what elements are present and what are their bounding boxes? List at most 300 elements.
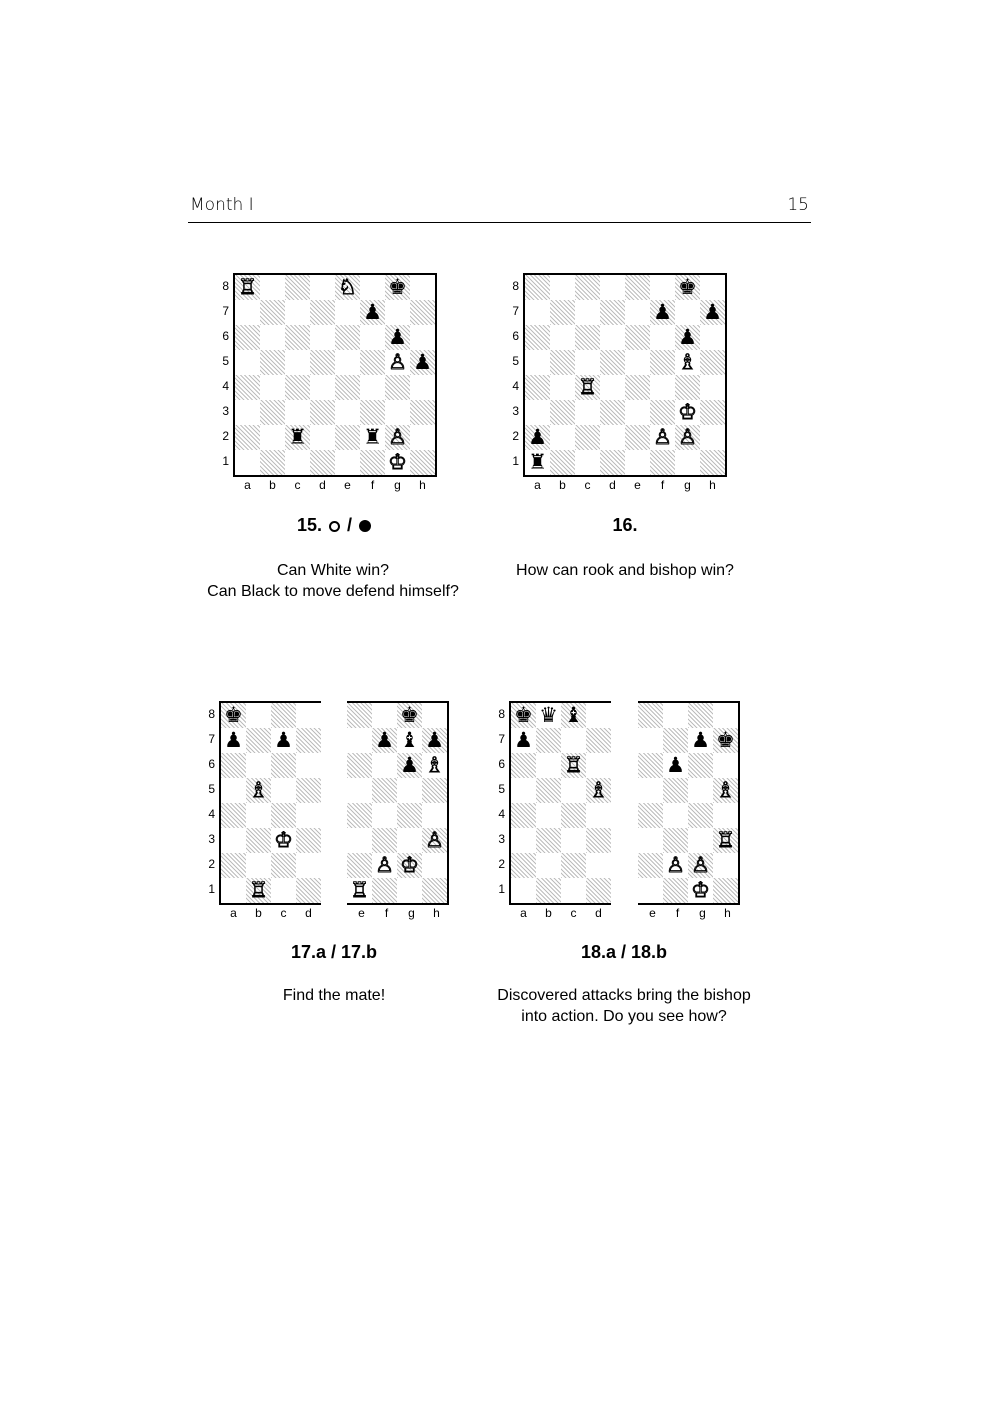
square-f8 xyxy=(650,275,675,300)
square-a4 xyxy=(221,803,246,828)
square-f3 xyxy=(663,828,688,853)
square-f5 xyxy=(663,778,688,803)
piece-bp-f7: ♟ xyxy=(363,300,382,324)
square-h7 xyxy=(422,728,447,753)
caption-18-line1: Discovered attacks bring the bishop xyxy=(497,987,751,1004)
square-a7 xyxy=(235,300,260,325)
square-c6 xyxy=(285,325,310,350)
square-f1 xyxy=(663,878,688,903)
square-f1 xyxy=(372,878,397,903)
square-h1 xyxy=(422,878,447,903)
square-c6 xyxy=(561,753,586,778)
square-a8 xyxy=(511,703,536,728)
rank-label: 5 xyxy=(512,354,519,368)
file-label: d xyxy=(305,906,312,920)
square-g3 xyxy=(675,400,700,425)
square-h1 xyxy=(713,878,738,903)
square-e5 xyxy=(347,778,372,803)
rank-label: 1 xyxy=(222,454,229,468)
square-a6 xyxy=(221,753,246,778)
piece-bp-a7: ♟ xyxy=(224,728,243,752)
square-d8 xyxy=(600,275,625,300)
piece-bb-c8: ♝ xyxy=(564,703,583,727)
square-c6 xyxy=(271,753,296,778)
square-g5 xyxy=(397,778,422,803)
file-label: e xyxy=(344,478,351,492)
square-g8 xyxy=(675,275,700,300)
square-d1 xyxy=(600,450,625,475)
square-b5 xyxy=(536,778,561,803)
square-b8 xyxy=(260,275,285,300)
piece-wn-e8: ♘ xyxy=(338,275,357,299)
square-d3 xyxy=(296,828,321,853)
square-e4 xyxy=(335,375,360,400)
square-f2 xyxy=(663,853,688,878)
square-c1 xyxy=(575,450,600,475)
square-a2 xyxy=(511,853,536,878)
square-c1 xyxy=(285,450,310,475)
rank-label: 1 xyxy=(498,882,505,896)
rank-label: 3 xyxy=(208,832,215,846)
square-d2 xyxy=(600,425,625,450)
piece-wp-g2: ♙ xyxy=(678,425,697,449)
square-f3 xyxy=(360,400,385,425)
file-label: g xyxy=(394,478,401,492)
caption-15-line1: Can White win? xyxy=(276,562,390,579)
square-d2 xyxy=(586,853,611,878)
piece-wb-h6: ♗ xyxy=(425,753,444,777)
file-label: g xyxy=(684,478,691,492)
chess-board xyxy=(638,701,740,905)
square-b1 xyxy=(536,878,561,903)
square-h3 xyxy=(410,400,435,425)
square-h1 xyxy=(700,450,725,475)
file-label: a xyxy=(534,478,541,492)
file-label: f xyxy=(660,478,665,492)
square-d6 xyxy=(600,325,625,350)
piece-bk-g8: ♚ xyxy=(678,275,697,299)
square-f4 xyxy=(360,375,385,400)
square-a3 xyxy=(511,828,536,853)
square-f7 xyxy=(650,300,675,325)
square-c1 xyxy=(561,878,586,903)
square-e3 xyxy=(625,400,650,425)
square-g2 xyxy=(688,853,713,878)
square-b5 xyxy=(246,778,271,803)
square-h1 xyxy=(410,450,435,475)
square-a8 xyxy=(525,275,550,300)
square-b4 xyxy=(550,375,575,400)
square-d5 xyxy=(600,350,625,375)
square-d8 xyxy=(586,703,611,728)
file-label: e xyxy=(649,906,656,920)
square-b3 xyxy=(246,828,271,853)
piece-bp-f6: ♟ xyxy=(666,753,685,777)
page-header xyxy=(188,195,811,223)
square-a7 xyxy=(525,300,550,325)
problem-number-16: 16. xyxy=(612,515,638,535)
piece-wk-c3: ♔ xyxy=(274,828,293,852)
white-to-move-icon xyxy=(329,521,340,532)
square-g7 xyxy=(385,300,410,325)
square-g2 xyxy=(385,425,410,450)
rank-label: 2 xyxy=(498,857,505,871)
piece-bp-a7: ♟ xyxy=(514,728,533,752)
square-e4 xyxy=(347,803,372,828)
file-label: c xyxy=(280,906,287,920)
square-h2 xyxy=(700,425,725,450)
square-a8 xyxy=(235,275,260,300)
caption-15-title xyxy=(233,515,437,536)
square-a1 xyxy=(511,878,536,903)
square-d4 xyxy=(310,375,335,400)
file-label: f xyxy=(384,906,389,920)
square-b7 xyxy=(260,300,285,325)
square-b5 xyxy=(550,350,575,375)
square-h5 xyxy=(410,350,435,375)
black-to-move-icon xyxy=(359,520,371,532)
piece-bk-g8: ♚ xyxy=(400,703,419,727)
square-f8 xyxy=(360,275,385,300)
piece-wp-f2: ♙ xyxy=(666,853,685,877)
square-d8 xyxy=(296,703,321,728)
square-c5 xyxy=(575,350,600,375)
square-g3 xyxy=(385,400,410,425)
square-h8 xyxy=(713,703,738,728)
rank-label: 4 xyxy=(222,379,229,393)
square-d4 xyxy=(600,375,625,400)
piece-bk-a8: ♚ xyxy=(514,703,533,727)
square-c7 xyxy=(575,300,600,325)
square-h4 xyxy=(422,803,447,828)
chess-board xyxy=(523,273,727,477)
file-label: d xyxy=(319,478,326,492)
rank-label: 4 xyxy=(498,807,505,821)
square-g6 xyxy=(688,753,713,778)
square-b2 xyxy=(536,853,561,878)
file-label: h xyxy=(724,906,731,920)
square-d1 xyxy=(586,878,611,903)
square-f6 xyxy=(360,325,385,350)
file-label: h xyxy=(419,478,426,492)
square-f5 xyxy=(360,350,385,375)
square-a5 xyxy=(221,778,246,803)
square-f5 xyxy=(650,350,675,375)
caption-16-line1: How can rook and bishop win? xyxy=(516,562,734,579)
file-label: a xyxy=(230,906,237,920)
caption-16-text xyxy=(480,560,770,581)
square-a5 xyxy=(525,350,550,375)
rank-label: 5 xyxy=(498,782,505,796)
square-f3 xyxy=(372,828,397,853)
rank-label: 2 xyxy=(512,429,519,443)
square-g5 xyxy=(675,350,700,375)
square-b2 xyxy=(260,425,285,450)
square-f4 xyxy=(650,375,675,400)
piece-bp-f7: ♟ xyxy=(375,728,394,752)
piece-br-a1: ♜ xyxy=(528,450,547,474)
square-g6 xyxy=(397,753,422,778)
square-c4 xyxy=(561,803,586,828)
square-a3 xyxy=(221,828,246,853)
square-f7 xyxy=(372,728,397,753)
square-d2 xyxy=(296,853,321,878)
square-d7 xyxy=(586,728,611,753)
square-h7 xyxy=(410,300,435,325)
square-h5 xyxy=(713,778,738,803)
square-a2 xyxy=(235,425,260,450)
piece-wp-g5: ♙ xyxy=(388,350,407,374)
file-label: c xyxy=(294,478,301,492)
piece-wp-h3: ♙ xyxy=(425,828,444,852)
piece-bk-h7: ♚ xyxy=(716,728,735,752)
piece-wp-g2: ♙ xyxy=(691,853,710,877)
square-e1 xyxy=(347,878,372,903)
square-f2 xyxy=(372,853,397,878)
square-c3 xyxy=(575,400,600,425)
square-a6 xyxy=(235,325,260,350)
file-label: g xyxy=(699,906,706,920)
square-e6 xyxy=(638,753,663,778)
square-b4 xyxy=(260,375,285,400)
piece-wp-f2: ♙ xyxy=(653,425,672,449)
square-g1 xyxy=(385,450,410,475)
square-b4 xyxy=(246,803,271,828)
rank-label: 8 xyxy=(498,707,505,721)
square-g4 xyxy=(675,375,700,400)
file-label: e xyxy=(634,478,641,492)
square-g4 xyxy=(385,375,410,400)
square-b1 xyxy=(550,450,575,475)
caption-17-title xyxy=(219,942,449,963)
piece-bp-c7: ♟ xyxy=(274,728,293,752)
piece-bp-h7: ♟ xyxy=(703,300,722,324)
square-h8 xyxy=(410,275,435,300)
square-g2 xyxy=(397,853,422,878)
square-h2 xyxy=(422,853,447,878)
file-label: f xyxy=(675,906,680,920)
square-b4 xyxy=(536,803,561,828)
file-label: d xyxy=(595,906,602,920)
square-a3 xyxy=(235,400,260,425)
piece-bp-g7: ♟ xyxy=(691,728,710,752)
piece-wp-f2: ♙ xyxy=(375,853,394,877)
square-g6 xyxy=(385,325,410,350)
square-f3 xyxy=(650,400,675,425)
square-a6 xyxy=(511,753,536,778)
piece-br-c2: ♜ xyxy=(288,425,307,449)
square-c7 xyxy=(561,728,586,753)
piece-bk-g8: ♚ xyxy=(388,275,407,299)
square-a1 xyxy=(235,450,260,475)
square-e2 xyxy=(638,853,663,878)
square-b7 xyxy=(550,300,575,325)
piece-bp-h5: ♟ xyxy=(413,350,432,374)
piece-wb-b5: ♗ xyxy=(249,778,268,802)
piece-bp-h7: ♟ xyxy=(425,728,444,752)
square-c3 xyxy=(285,400,310,425)
square-b8 xyxy=(550,275,575,300)
file-label: b xyxy=(559,478,566,492)
problem-number-15: 15. xyxy=(296,515,322,535)
file-label: d xyxy=(609,478,616,492)
rank-label: 7 xyxy=(498,732,505,746)
square-d7 xyxy=(296,728,321,753)
square-g3 xyxy=(397,828,422,853)
square-c8 xyxy=(271,703,296,728)
piece-wr-c4: ♖ xyxy=(578,375,597,399)
square-f4 xyxy=(372,803,397,828)
square-d7 xyxy=(600,300,625,325)
square-h3 xyxy=(713,828,738,853)
square-e7 xyxy=(347,728,372,753)
caption-17-line1: Find the mate! xyxy=(282,987,386,1004)
square-c4 xyxy=(285,375,310,400)
square-b6 xyxy=(550,325,575,350)
rank-label: 6 xyxy=(512,329,519,343)
piece-wr-h3: ♖ xyxy=(716,828,735,852)
square-c8 xyxy=(285,275,310,300)
square-b3 xyxy=(550,400,575,425)
square-d5 xyxy=(310,350,335,375)
square-e3 xyxy=(638,828,663,853)
piece-bp-g6: ♟ xyxy=(678,325,697,349)
square-b1 xyxy=(246,878,271,903)
rank-label: 8 xyxy=(512,279,519,293)
square-e6 xyxy=(347,753,372,778)
square-e8 xyxy=(638,703,663,728)
file-label: g xyxy=(408,906,415,920)
square-d5 xyxy=(296,778,321,803)
square-h6 xyxy=(422,753,447,778)
rank-label: 4 xyxy=(512,379,519,393)
square-h4 xyxy=(410,375,435,400)
chess-board xyxy=(347,701,449,905)
square-h8 xyxy=(700,275,725,300)
square-c1 xyxy=(271,878,296,903)
square-g1 xyxy=(397,878,422,903)
square-g6 xyxy=(675,325,700,350)
rank-label: 3 xyxy=(512,404,519,418)
square-e7 xyxy=(335,300,360,325)
piece-bp-f7: ♟ xyxy=(653,300,672,324)
rank-label: 5 xyxy=(208,782,215,796)
square-f2 xyxy=(360,425,385,450)
running-title: Month I xyxy=(190,195,254,215)
piece-wr-a8: ♖ xyxy=(238,275,257,299)
piece-bb-g7: ♝ xyxy=(400,728,419,752)
file-label: c xyxy=(584,478,591,492)
file-label: a xyxy=(520,906,527,920)
rank-label: 4 xyxy=(208,807,215,821)
square-g8 xyxy=(397,703,422,728)
square-h2 xyxy=(713,853,738,878)
square-f7 xyxy=(360,300,385,325)
piece-bp-a2: ♟ xyxy=(528,425,547,449)
chess-board xyxy=(233,273,437,477)
caption-18-text xyxy=(464,985,784,1027)
square-f8 xyxy=(372,703,397,728)
rank-label: 3 xyxy=(498,832,505,846)
square-g3 xyxy=(688,828,713,853)
caption-18-title xyxy=(509,942,739,963)
square-f6 xyxy=(372,753,397,778)
square-a2 xyxy=(221,853,246,878)
rank-label: 8 xyxy=(222,279,229,293)
square-h6 xyxy=(700,325,725,350)
rank-label: 1 xyxy=(512,454,519,468)
square-b6 xyxy=(536,753,561,778)
square-f1 xyxy=(650,450,675,475)
square-g8 xyxy=(385,275,410,300)
problem-number-17: 17.a / 17.b xyxy=(290,942,378,962)
square-e3 xyxy=(335,400,360,425)
square-g5 xyxy=(688,778,713,803)
square-f2 xyxy=(650,425,675,450)
square-a4 xyxy=(235,375,260,400)
piece-wr-e1: ♖ xyxy=(350,878,369,902)
piece-wb-g5: ♗ xyxy=(678,350,697,374)
square-e4 xyxy=(625,375,650,400)
square-e8 xyxy=(347,703,372,728)
square-c6 xyxy=(575,325,600,350)
square-a5 xyxy=(235,350,260,375)
square-g8 xyxy=(688,703,713,728)
square-c2 xyxy=(561,853,586,878)
square-b1 xyxy=(260,450,285,475)
square-c2 xyxy=(285,425,310,450)
square-h2 xyxy=(410,425,435,450)
square-f7 xyxy=(663,728,688,753)
square-g1 xyxy=(675,450,700,475)
rank-label: 2 xyxy=(208,857,215,871)
page-number: 15 xyxy=(787,195,809,215)
square-d1 xyxy=(310,450,335,475)
square-g7 xyxy=(688,728,713,753)
square-e8 xyxy=(625,275,650,300)
square-h7 xyxy=(700,300,725,325)
square-g2 xyxy=(675,425,700,450)
square-c8 xyxy=(561,703,586,728)
file-label: h xyxy=(709,478,716,492)
square-a3 xyxy=(525,400,550,425)
square-e4 xyxy=(638,803,663,828)
file-label: h xyxy=(433,906,440,920)
file-label: a xyxy=(244,478,251,492)
square-d3 xyxy=(586,828,611,853)
square-g5 xyxy=(385,350,410,375)
square-d3 xyxy=(310,400,335,425)
square-b5 xyxy=(260,350,285,375)
square-e5 xyxy=(335,350,360,375)
square-c5 xyxy=(271,778,296,803)
file-label: b xyxy=(545,906,552,920)
square-c3 xyxy=(561,828,586,853)
square-f4 xyxy=(663,803,688,828)
square-c2 xyxy=(271,853,296,878)
rank-label: 7 xyxy=(512,304,519,318)
file-label: b xyxy=(255,906,262,920)
rank-label: 6 xyxy=(498,757,505,771)
square-e1 xyxy=(625,450,650,475)
piece-wb-h5: ♗ xyxy=(716,778,735,802)
square-h3 xyxy=(422,828,447,853)
problem-number-18: 18.a / 18.b xyxy=(580,942,668,962)
square-h5 xyxy=(422,778,447,803)
square-d6 xyxy=(586,753,611,778)
square-a1 xyxy=(221,878,246,903)
piece-wb-d5: ♗ xyxy=(589,778,608,802)
